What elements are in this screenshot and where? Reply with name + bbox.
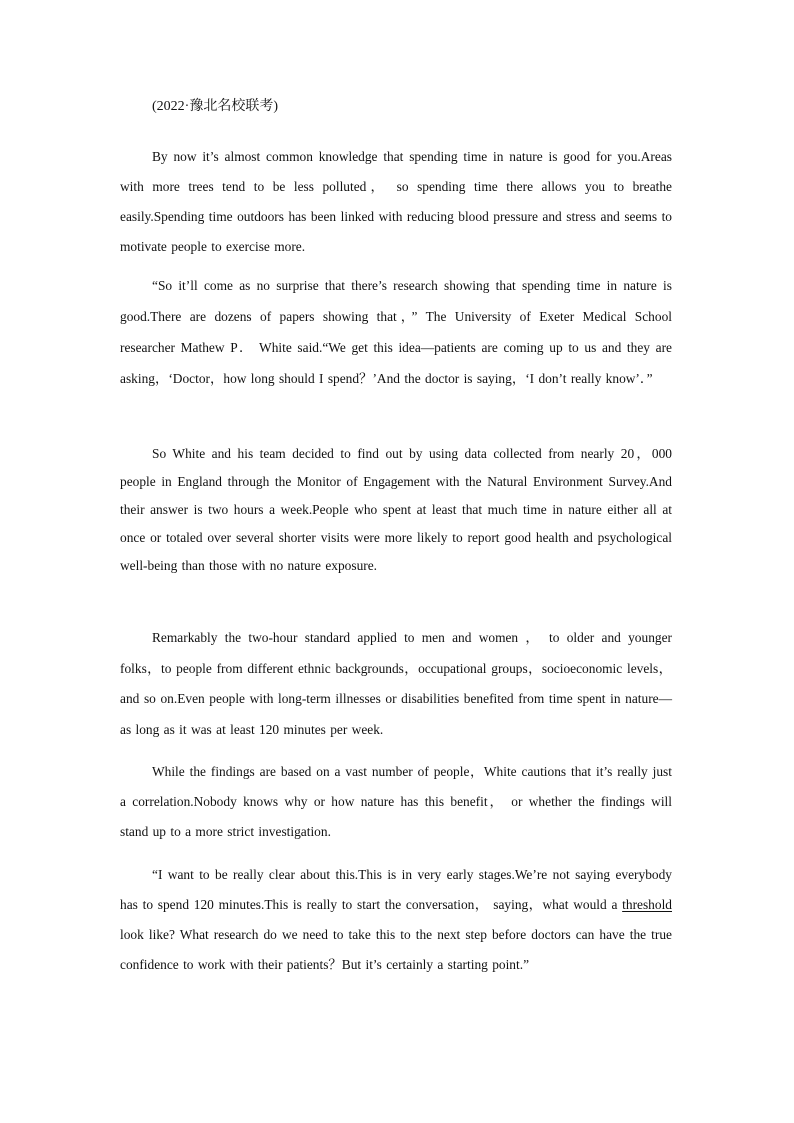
source-label: (2022·豫北名校联考) [152, 99, 278, 114]
paragraph-4 [120, 623, 672, 745]
paragraph-1 [120, 142, 672, 262]
paragraph-3 [120, 440, 672, 580]
underlined-word-threshold: threshold [622, 897, 672, 912]
paragraph-2-text: “So it’ll come as no surprise that there’s research showing that spending time in nature is good.There are dozens of papers showing that，” The University of Exeter Medical School researcher Mathew P． White said.“We get this idea—patients are coming up to us and they are asking，‘Doctor，how long should I spend？’And the doctor is saying，‘I don’t really know’．” [120, 278, 672, 386]
paragraph-6-text-after: look like? What research do we need to take this to the next step before doctors can have the true confidence to work with their patients？But it’s certainly a starting point.” [120, 927, 672, 972]
paragraph-5 [120, 757, 672, 847]
paragraph-3-text: So White and his team decided to find out by using data collected from nearly 20，000 people in England through the Monitor of Engagement with the Natural Environment Survey.And their answer is two hours a week.People who spent at least that much time in nature either all at once or totaled over several shorter visits were more likely to report good health and psychological well-being than those with no nature exposure. [120, 446, 672, 573]
paragraph-1-text: By now it’s almost common knowledge that spending time in nature is good for you.Areas with more trees tend to be less polluted， so spending time there allows you to breathe easily.Spending time outdoors has been linked with reducing blood pressure and stress and seems to motivate people to exercise more. [120, 149, 672, 254]
paragraph-2 [120, 270, 672, 394]
paragraph-6-text-before: “I want to be really clear about this.This is in very early stages.We’re not saying everybody has to spend 120 minutes.This is really to start the conversation， saying，what would a [120, 867, 672, 912]
paragraph-5-text: While the findings are based on a vast number of people，White cautions that it’s really just a correlation.Nobody knows why or how nature has this benefit， or whether the findings will stand up to a more strict investigation. [120, 764, 672, 839]
paragraph-6 [120, 860, 672, 980]
paragraph-4-text: Remarkably the two-hour standard applied to men and women ， to older and younger folks，to people from different ethnic backgrounds，occupational groups，socioeconomic levels， and so on.Even people with long-term illnesses or disabilities benefited from time spent in nature—as long as it was at least 120 minutes per week. [120, 630, 672, 737]
